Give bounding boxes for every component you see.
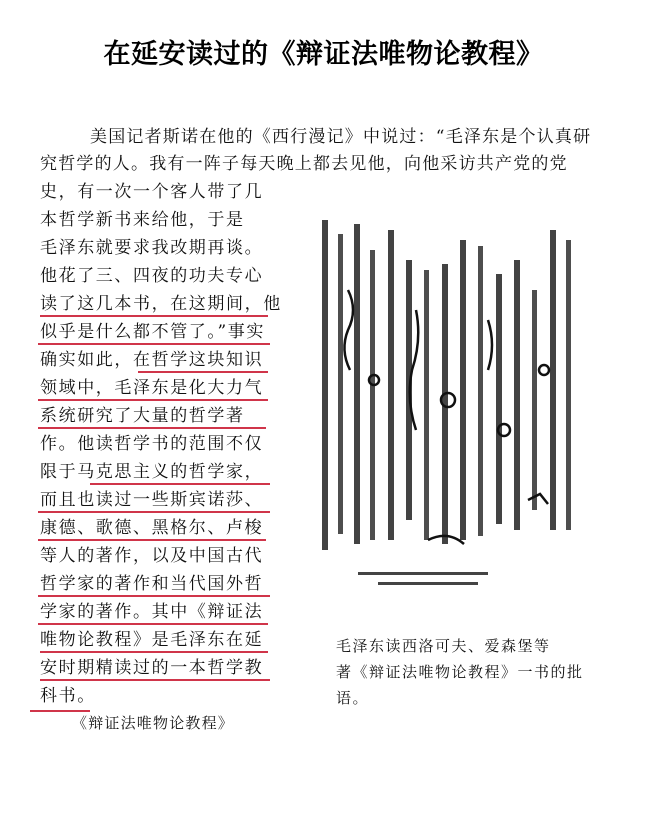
red-underline xyxy=(138,371,268,373)
red-underline xyxy=(90,483,270,485)
red-underline xyxy=(40,315,268,317)
image-caption-line: 著《辩证法唯物论教程》一书的批 xyxy=(336,663,584,681)
red-underline xyxy=(38,399,268,401)
page-title: 在延安读过的《辩证法唯物论教程》 xyxy=(103,39,544,70)
red-underline xyxy=(38,623,268,625)
body-line: 科书。 xyxy=(40,686,96,706)
body-line: 作。他读哲学书的范围不仅 xyxy=(40,434,264,454)
body-line: 唯物论教程》是毛泽东在延 xyxy=(40,630,264,650)
body-line: 限于马克思主义的哲学家， xyxy=(40,462,264,482)
body-line: 美国记者斯诺在他的《西行漫记》中说过：“毛泽东是个认真研 xyxy=(90,127,592,147)
body-line: 等人的著作，以及中国古代 xyxy=(40,546,264,566)
body-line: 本哲学新书来给他，于是 xyxy=(40,210,245,230)
body-line: 而且也读过一些斯宾诺莎、 xyxy=(40,490,264,510)
body-line: 康德、歌德、黑格尔、卢梭 xyxy=(40,518,264,538)
book-scan-graphic xyxy=(308,200,588,610)
image-caption-line: 毛泽东读西洛可夫、爱森堡等 xyxy=(336,637,551,655)
book-title-label: 《辩证法唯物论教程》 xyxy=(72,714,235,732)
body-line: 安时期精读过的一本哲学教 xyxy=(40,658,264,678)
body-line: 读了这几本书，在这期间，他 xyxy=(40,294,282,314)
red-underline xyxy=(38,539,266,541)
body-line: 史，有一次一个客人带了几 xyxy=(40,182,264,202)
body-line: 毛泽东就要求我改期再谈。 xyxy=(40,238,264,258)
body-line: 领域中，毛泽东是化大力气 xyxy=(40,378,264,398)
body-line: 似乎是什么都不管了。”事实 xyxy=(40,322,265,342)
body-line: 确实如此，在哲学这块知识 xyxy=(40,350,264,370)
red-underline xyxy=(40,651,268,653)
red-underline xyxy=(38,511,270,513)
red-underline xyxy=(38,343,270,345)
red-underline xyxy=(38,595,270,597)
image-caption-line: 语。 xyxy=(336,689,370,707)
body-line: 他花了三、四夜的功夫专心 xyxy=(40,266,264,286)
body-line: 系统研究了大量的哲学著 xyxy=(40,406,245,426)
red-underline xyxy=(38,427,266,429)
book-annotation-scan xyxy=(308,200,588,610)
body-line: 究哲学的人。我有一阵子每天晚上都去见他，向他采访共产党的党 xyxy=(40,154,568,174)
body-line: 哲学家的著作和当代国外哲 xyxy=(40,574,264,594)
body-line: 学家的著作。其中《辩证法 xyxy=(40,602,264,622)
red-underline xyxy=(40,679,270,681)
